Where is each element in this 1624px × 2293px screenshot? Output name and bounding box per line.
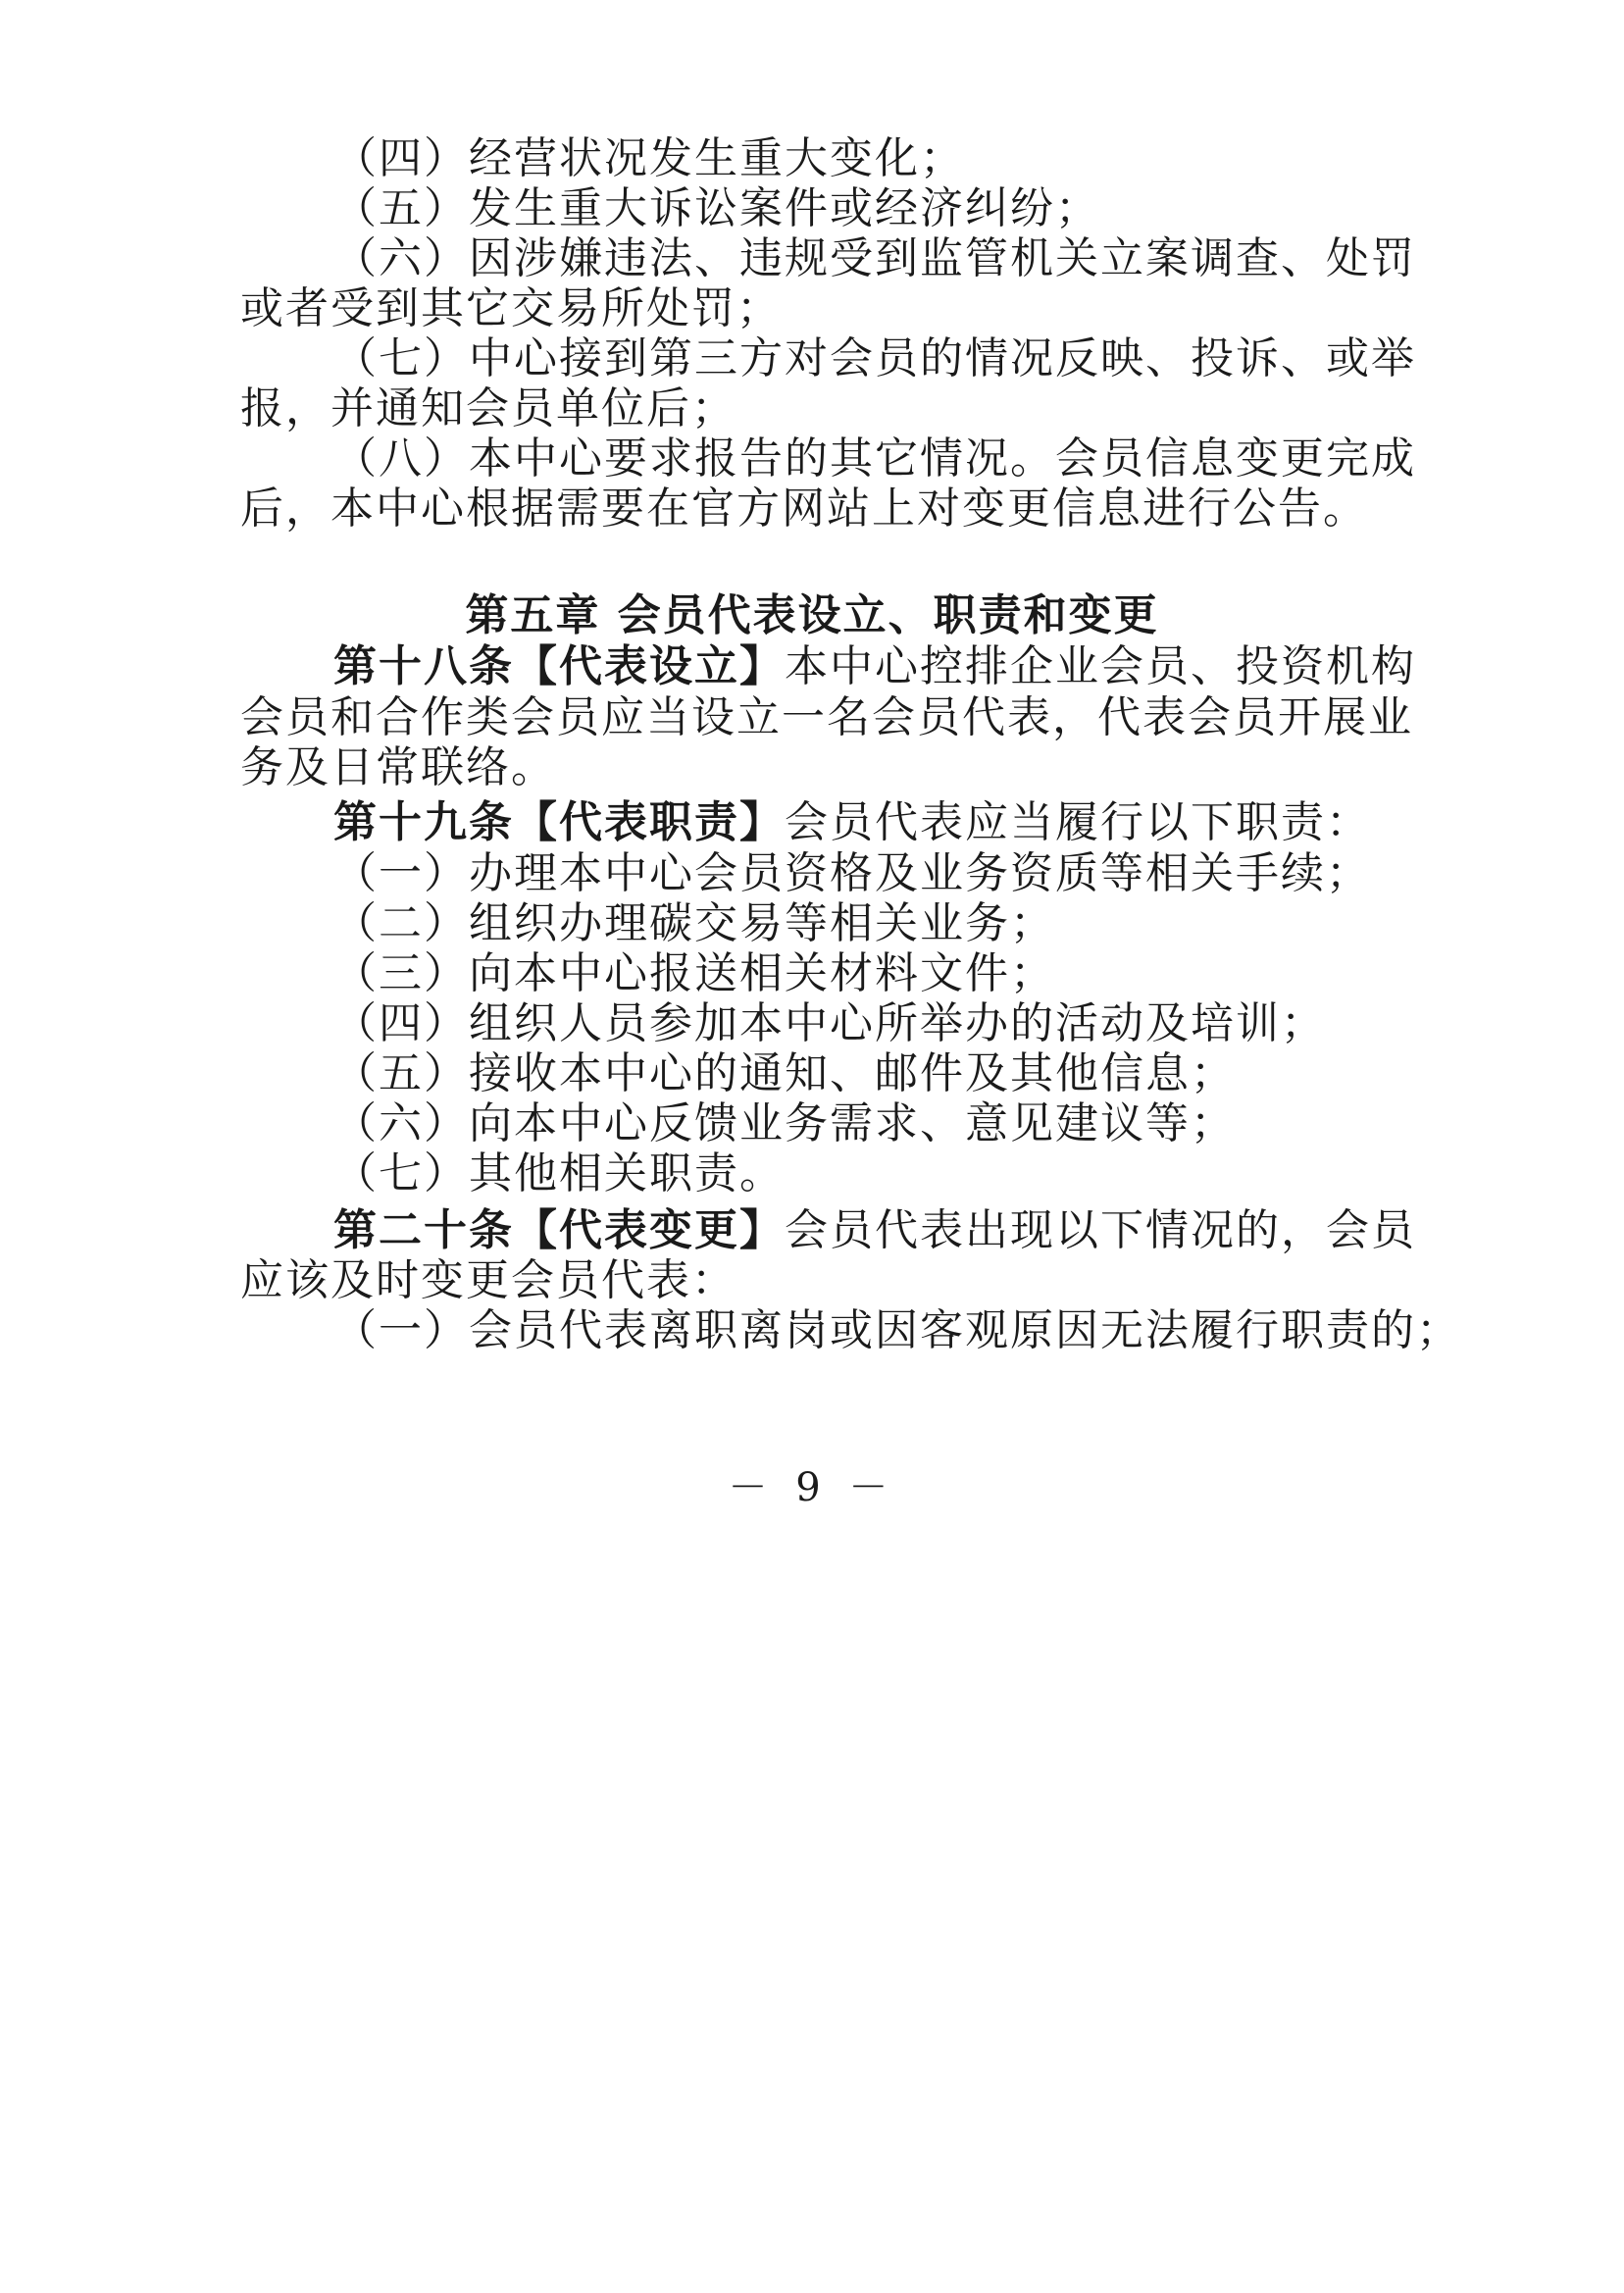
article-18-text: 本中心控排企业会员、投资机构 xyxy=(785,641,1416,691)
list-item-8-line1: （八）本中心要求报告的其它情况。会员信息变更完成 xyxy=(333,433,1416,484)
article-20-line2: 应该及时变更会员代表： xyxy=(240,1255,736,1305)
article-19-text: 会员代表应当履行以下职责： xyxy=(785,797,1371,847)
list-item-7-line1: （七）中心接到第三方对会员的情况反映、投诉、或举 xyxy=(333,333,1416,383)
article-18-line2: 会员和合作类会员应当设立一名会员代表，代表会员开展业 xyxy=(240,692,1413,742)
article-19-item-7: （七）其他相关职责。 xyxy=(333,1148,785,1198)
article-18-line1 xyxy=(333,637,1416,696)
list-item-5: （五）发生重大诉讼案件或经济纠纷； xyxy=(333,183,1100,233)
article-18-label: 第十八条【代表设立】 xyxy=(333,641,785,691)
article-18-line3: 务及日常联络。 xyxy=(240,742,556,792)
article-19-item-6: （六）向本中心反馈业务需求、意见建议等； xyxy=(333,1098,1236,1148)
article-19-item-5: （五）接收本中心的通知、邮件及其他信息； xyxy=(333,1048,1236,1098)
article-20-label: 第二十条【代表变更】 xyxy=(333,1205,785,1255)
article-19-item-2: （二）组织办理碳交易等相关业务； xyxy=(333,898,1055,948)
list-item-4: （四）经营状况发生重大变化； xyxy=(333,133,965,183)
chapter-title: 第五章 会员代表设立、职责和变更 xyxy=(465,590,1159,640)
article-19-item-3: （三）向本中心报送相关材料文件； xyxy=(333,948,1055,998)
article-19-item-4: （四）组织人员参加本中心所举办的活动及培训； xyxy=(333,998,1326,1048)
article-20-item-1: （一）会员代表离职离岗或因客观原因无法履行职责的； xyxy=(333,1305,1461,1355)
page-number: － 9 － xyxy=(728,1465,896,1510)
article-19-line1 xyxy=(333,793,1371,852)
article-19-item-1: （一）办理本中心会员资格及业务资质等相关手续； xyxy=(333,848,1371,898)
list-item-6-line1: （六）因涉嫌违法、违规受到监管机关立案调查、处罚 xyxy=(333,233,1416,283)
list-item-8-line2: 后，本中心根据需要在官方网站上对变更信息进行公告。 xyxy=(240,484,1368,534)
article-19-label: 第十九条【代表职责】 xyxy=(333,797,785,847)
list-item-7-line2: 报，并通知会员单位后； xyxy=(240,383,736,433)
article-20-text: 会员代表出现以下情况的，会员 xyxy=(785,1205,1416,1255)
list-item-6-line2: 或者受到其它交易所处罚； xyxy=(240,283,782,333)
